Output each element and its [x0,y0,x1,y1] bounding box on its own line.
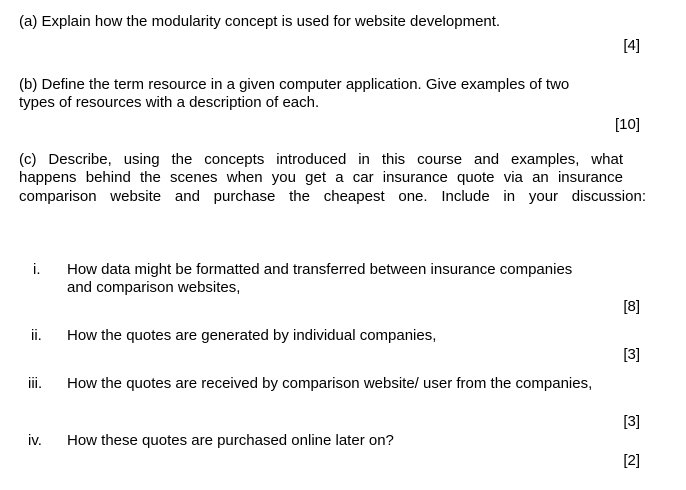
question-c-line-3: comparison website and purchase the cheapest one. Include in your discussion: [19,188,646,205]
question-b-line-2: types of resources with a description of each. [19,94,320,111]
question-a-marks: [4] [623,37,640,54]
question-a-text: (a) Explain how the modularity concept is used for website development. [19,13,501,30]
question-b-marks: [10] [614,116,640,133]
item-iii-line-1: How the quotes are received by comparison website/ user from the companies, [67,375,593,392]
item-iv-marks: [2] [623,452,640,469]
question-c-line-1: (c) Describe, using the concepts introduced in this course and examples, what [19,151,623,168]
question-b-line-1: (b) Define the term resource in a given computer application. Give examples of two [19,76,570,93]
item-i-marks: [8] [623,298,640,315]
item-ii-line-1: How the quotes are generated by individual companies, [67,327,437,344]
item-ii-numeral: ii. [31,327,42,344]
item-i-numeral: i. [33,261,41,278]
item-i-line-1: How data might be formatted and transferred between insurance companies [67,261,573,278]
item-iv-line-1: How these quotes are purchased online later on? [67,432,394,449]
item-iii-numeral: iii. [28,375,43,392]
item-i-line-2: and comparison websites, [67,279,241,296]
item-iii-marks: [3] [623,413,640,430]
question-c-line-2: happens behind the scenes when you get a car insurance quote via an insurance [19,169,623,186]
item-ii-marks: [3] [623,346,640,363]
item-iv-numeral: iv. [28,432,42,449]
